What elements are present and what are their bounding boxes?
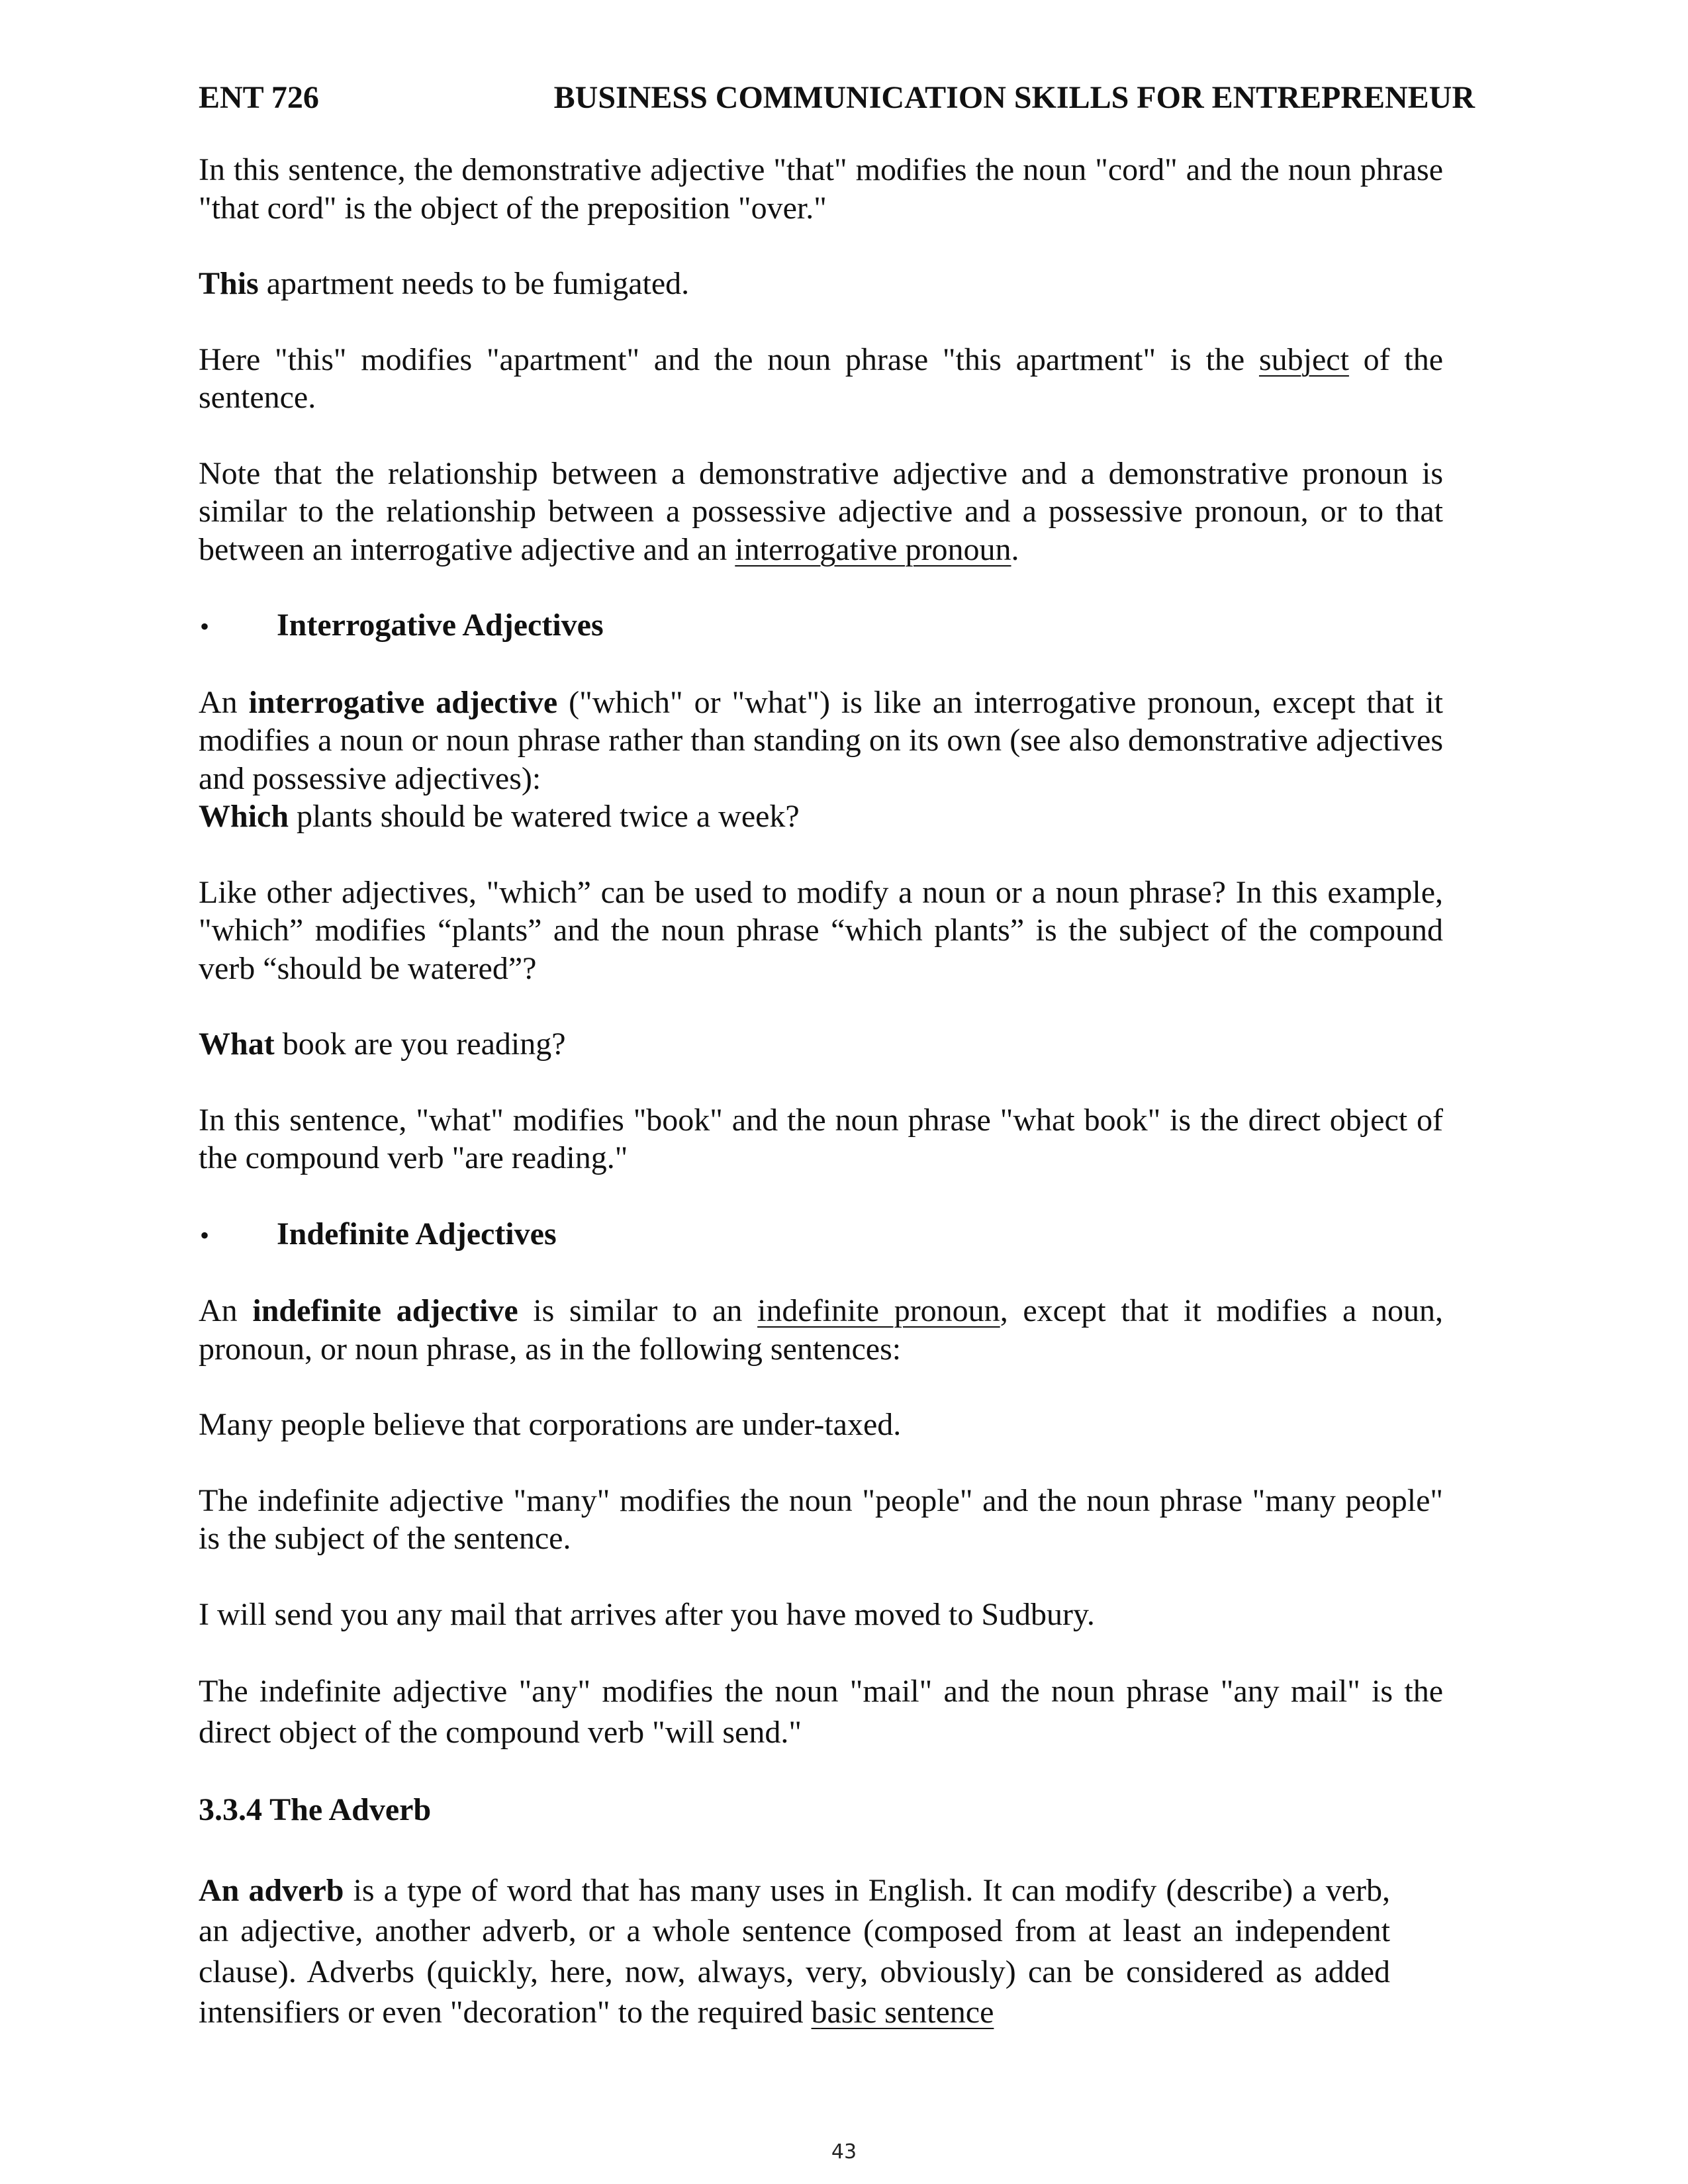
paragraph-text: book are you reading? xyxy=(274,1026,566,1062)
bold-term: What xyxy=(199,1026,275,1062)
paragraph-text: In this sentence, the demonstrative adjective "that" modifies the noun "cord" and the noun phrase "that cord" is the object of the preposition "over." xyxy=(199,152,1443,226)
paragraph-text: is a type of word that has many uses in English. It can modify (describe) a verb, an adjective, another adverb, or a whole sentence (composed from at least an independent clause). Adverbs (quickly, here, now, always, very, obviously) can be considered as added intensifiers or even "decoration" to the required xyxy=(199,1872,1391,2030)
bullet-heading: Indefinite Adjectives xyxy=(277,1216,557,1251)
paragraph-text: I will send you any mail that arrives after you have moved to Sudbury. xyxy=(199,1596,1095,1632)
example-sentence xyxy=(199,1025,1443,1064)
paragraph xyxy=(199,151,1443,227)
paragraph xyxy=(199,341,1443,417)
paragraph-text: of the sentence. xyxy=(199,341,1444,415)
page-number: 43 xyxy=(831,2140,857,2163)
example-sentence xyxy=(199,797,1443,836)
subject-link[interactable]: subject xyxy=(1258,341,1349,377)
bullet-icon: • xyxy=(200,1220,210,1250)
paragraph-text: Many people believe that corporations are under-taxed. xyxy=(199,1407,902,1442)
bullet-heading: Interrogative Adjectives xyxy=(277,608,604,643)
paragraph-text: is similar to an xyxy=(518,1293,758,1328)
paragraph-text: Here "this" modifies "apartment" and the noun phrase "this apartment" is the xyxy=(199,341,1259,377)
paragraph-text: The indefinite adjective "any" modifies the noun "mail" and the noun phrase "any mail" is the direct object of the compound verb "will send." xyxy=(199,1674,1443,1750)
example-sentence xyxy=(199,1406,1443,1444)
bold-term: Which xyxy=(199,799,289,834)
bold-term: indefinite adjective xyxy=(252,1293,518,1328)
paragraph xyxy=(199,1870,1390,2033)
paragraph-text: plants should be watered twice a week? xyxy=(289,799,800,834)
bold-term: An adverb xyxy=(199,1872,344,1908)
course-code: ENT 726 xyxy=(199,80,319,115)
paragraph xyxy=(199,1101,1443,1177)
paragraph-text: , except that it modifies a noun, pronoun, or noun phrase, as in the following sentences: xyxy=(199,1293,1444,1367)
paragraph-text: An xyxy=(199,1293,253,1328)
paragraph-text: In this sentence, "what" modifies "book" and the noun phrase "what book" is the direct object of the compound verb "are reading." xyxy=(199,1102,1443,1175)
paragraph-text: ("which" or "what") is like an interrogative pronoun, except that it modifies a noun or noun phrase rather than standing on its own (see also demonstrative adjectives and possessive adjectives): xyxy=(199,684,1444,796)
example-sentence xyxy=(199,1596,1443,1634)
bold-term: This xyxy=(199,266,259,301)
paragraph xyxy=(199,684,1443,798)
paragraph xyxy=(199,1482,1443,1558)
document-body xyxy=(199,151,1443,2033)
interrogative-pronoun-link[interactable]: interrogative pronoun xyxy=(735,531,1011,567)
paragraph-text: . xyxy=(1011,531,1019,567)
section-bullet-interrogative xyxy=(199,606,1443,646)
section-bullet-indefinite xyxy=(199,1215,1443,1255)
paragraph xyxy=(199,455,1443,569)
course-title: BUSINESS COMMUNICATION SKILLS FOR ENTREPRENEUR xyxy=(553,80,1475,115)
paragraph-text: Note that the relationship between a demonstrative adjective and a demonstrative pronoun is similar to the relationship between a possessive adjective and a possessive pronoun, or to that between an interrogative adjective and an xyxy=(199,455,1443,567)
indefinite-pronoun-link[interactable]: indefinite pronoun xyxy=(757,1293,1000,1328)
example-sentence xyxy=(199,265,1443,303)
paragraph-text: Like other adjectives, "which” can be used to modify a noun or a noun phrase? In this example, "which” modifies “plants” and the noun phrase “which plants” is the subject of the compound verb “should be watered”? xyxy=(199,874,1443,986)
paragraph xyxy=(199,1671,1443,1753)
bold-term: interrogative adjective xyxy=(248,684,558,720)
paragraph xyxy=(199,874,1443,988)
paragraph-text: apartment needs to be fumigated. xyxy=(258,266,690,301)
bullet-icon: • xyxy=(200,612,210,641)
paragraph-text: An xyxy=(199,684,249,720)
basic-sentence-link[interactable]: basic sentence xyxy=(811,1995,994,2030)
paragraph-text: The indefinite adjective "many" modifies the noun "people" and the noun phrase "many people" is the subject of the sentence. xyxy=(199,1482,1443,1556)
paragraph xyxy=(199,1292,1443,1368)
section-heading: 3.3.4 The Adverb xyxy=(199,1792,432,1827)
